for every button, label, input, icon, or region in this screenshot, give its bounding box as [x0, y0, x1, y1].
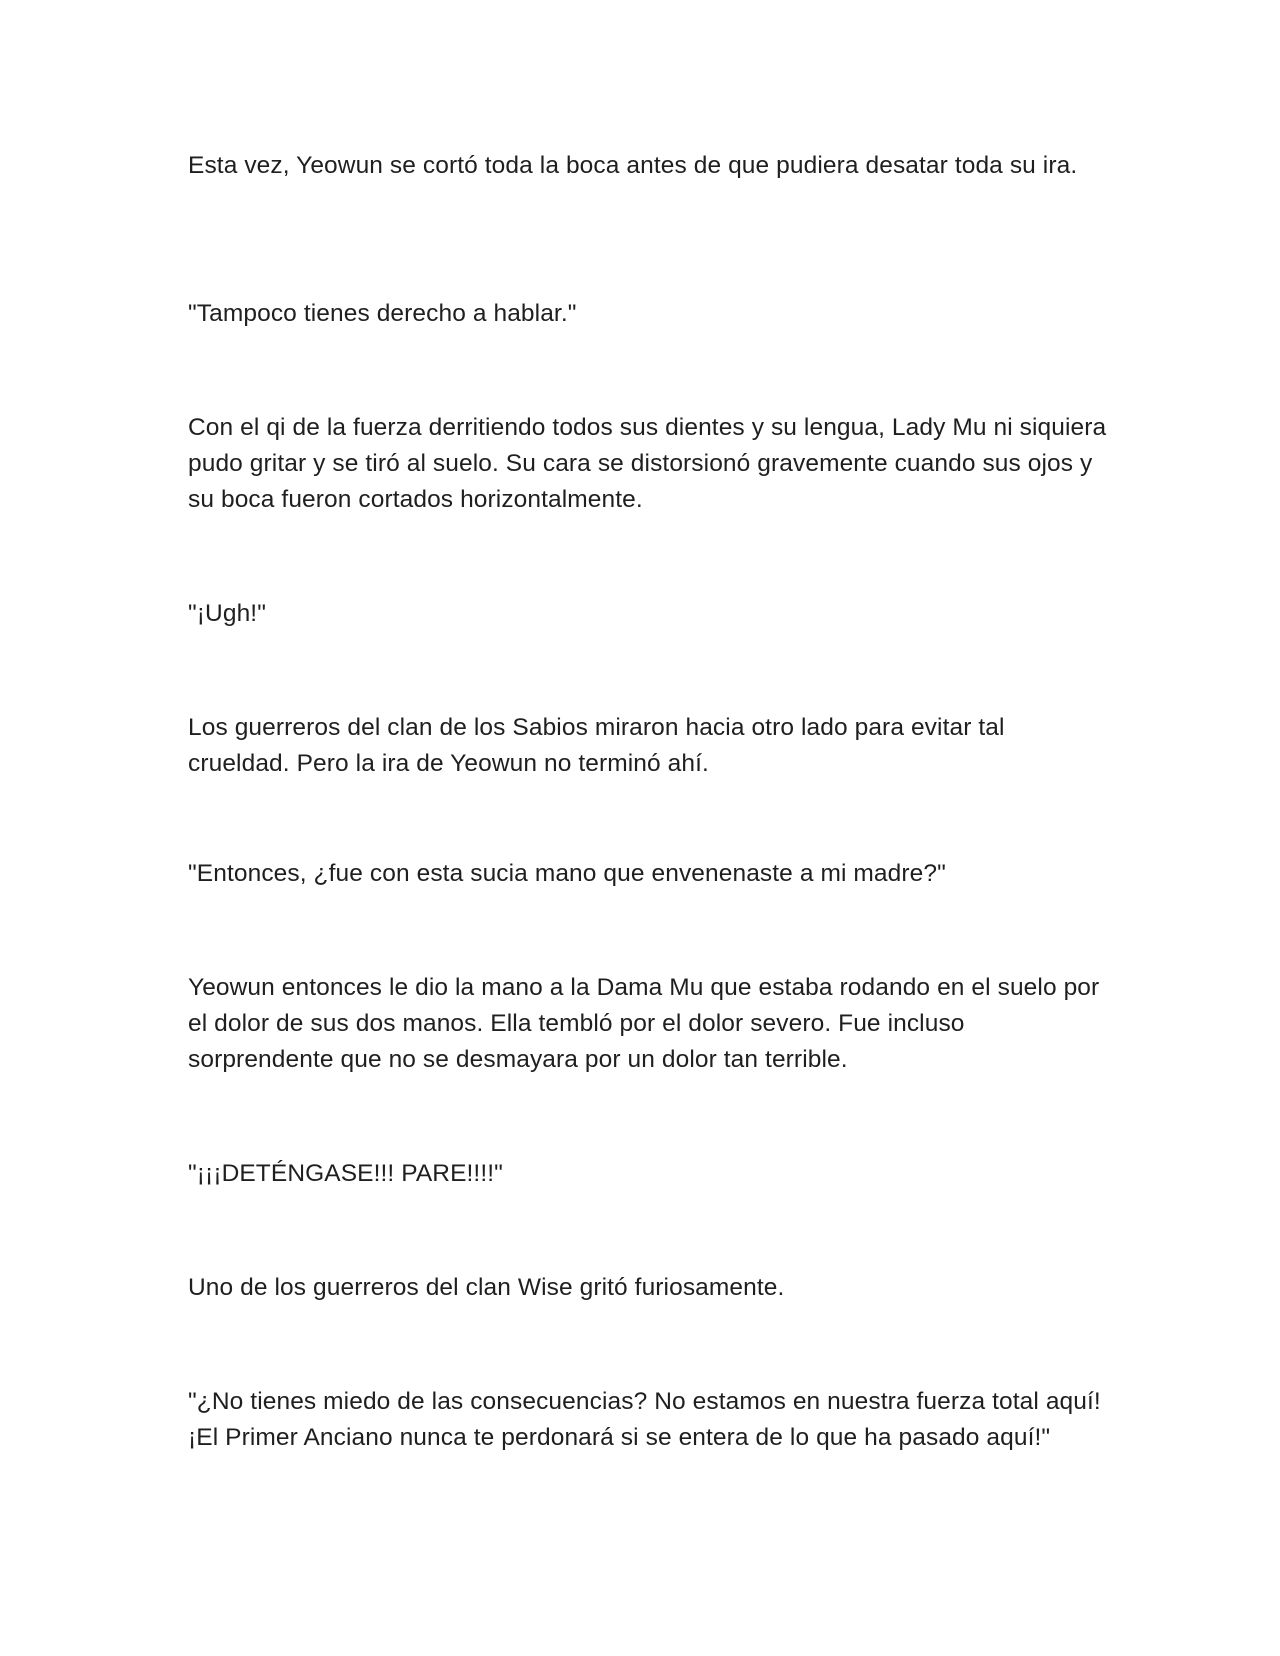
paragraph-dialogue-4: "¡¡¡DETÉNGASE!!! PARE!!!!"	[188, 1160, 503, 1187]
paragraph-narration-1: Esta vez, Yeowun se cortó toda la boca antes de que pudiera desatar toda su ira.	[188, 152, 1078, 179]
paragraph-narration-3: Los guerreros del clan de los Sabios miraron hacia otro lado para evitar tal crueldad. Pero la ira de Yeowun no terminó ahí.	[188, 714, 1005, 777]
paragraph-narration-5: Uno de los guerreros del clan Wise gritó furiosamente.	[188, 1274, 785, 1301]
paragraph-dialogue-2: "¡Ugh!"	[188, 600, 267, 627]
paragraph-dialogue-5: "¿No tienes miedo de las consecuencias? No estamos en nuestra fuerza total aquí! ¡El Primer Anciano nunca te perdonará si se entera de lo que ha pasado aquí!"	[188, 1388, 1101, 1451]
paragraph-narration-4: Yeowun entonces le dio la mano a la Dama Mu que estaba rodando en el suelo por el dolor de sus dos manos. Ella tembló por el dolor severo. Fue incluso sorprendente que no se desmayara por un dolor tan terrible.	[188, 974, 1100, 1073]
paragraph-narration-2: Con el qi de la fuerza derritiendo todos sus dientes y su lengua, Lady Mu ni siquiera pudo gritar y se tiró al suelo. Su cara se distorsionó gravemente cuando sus ojos y su boca fueron cortados horizontalmente.	[188, 414, 1107, 513]
paragraph-dialogue-1: "Tampoco tienes derecho a hablar."	[188, 300, 577, 327]
paragraph-dialogue-3: "Entonces, ¿fue con esta sucia mano que envenenaste a mi madre?"	[188, 860, 946, 887]
